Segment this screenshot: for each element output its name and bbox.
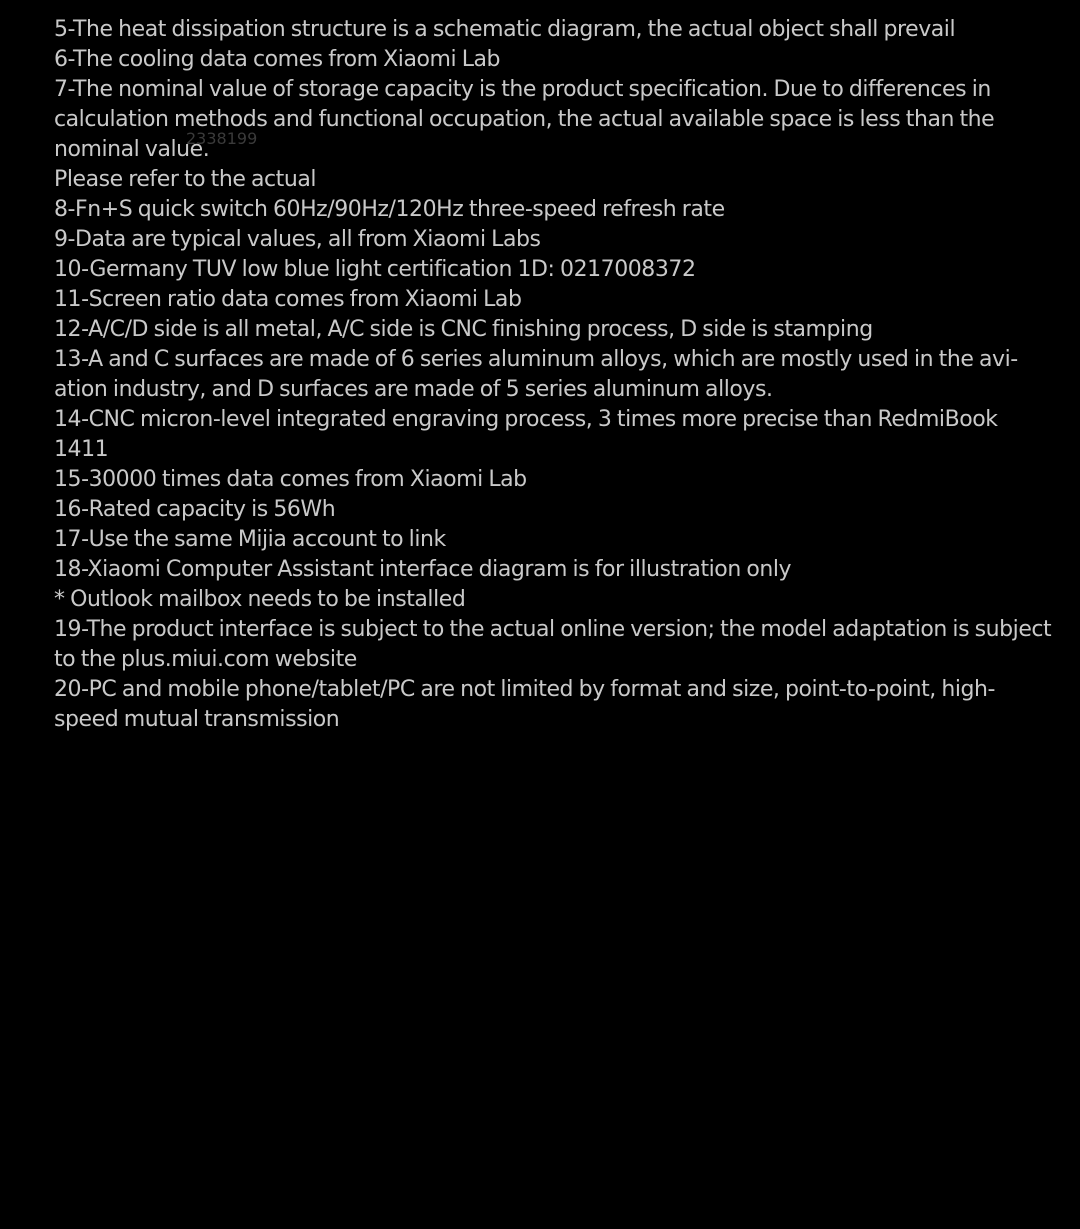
footnote-6: 6-The cooling data comes from Xiaomi Lab (54, 47, 501, 72)
footnote-20: 20-PC and mobile phone/tablet/PC are not limited by format and size, point-to-point, high-speed mutual transmission (54, 677, 996, 732)
footnote-12: 12-A/C/D side is all metal, A/C side is CNC finishing process, D side is stamping (54, 317, 873, 342)
footnote-17: 17-Use the same Mijia account to link (54, 527, 446, 552)
footnote-7-continued: Please refer to the actual (54, 167, 317, 192)
footnote-10: 10-Germany TUV low blue light certification 1D: 0217008372 (54, 257, 696, 282)
footnote-13: 13-A and C surfaces are made of 6 series aluminum alloys, which are mostly used in the avi-ation industry, and D surfaces are made of 5 series aluminum alloys. (54, 347, 1018, 402)
footnote-18-asterisk: * Outlook mailbox needs to be installed (54, 587, 466, 612)
footnote-19: 19-The product interface is subject to the actual online version; the model adaptation is subject to the plus.miui.com website (54, 617, 1052, 672)
footnotes-list (54, 15, 1054, 735)
footnote-5: 5-The heat dissipation structure is a schematic diagram, the actual object shall prevail (54, 17, 956, 42)
footnote-15: 15-30000 times data comes from Xiaomi Lab (54, 467, 527, 492)
footnote-8: 8-Fn+S quick switch 60Hz/90Hz/120Hz three-speed refresh rate (54, 197, 725, 222)
footnote-16: 16-Rated capacity is 56Wh (54, 497, 336, 522)
footnote-7: 7-The nominal value of storage capacity is the product specification. Due to differences in calculation methods and functional occupation, the actual available space is less than the nominal value. (54, 77, 995, 162)
footnote-11: 11-Screen ratio data comes from Xiaomi Lab (54, 287, 522, 312)
watermark: 2338199 (186, 129, 258, 148)
footnote-18: 18-Xiaomi Computer Assistant interface diagram is for illustration only (54, 557, 792, 582)
footnote-14: 14-CNC micron-level integrated engraving process, 3 times more precise than RedmiBook 1411 (54, 407, 998, 462)
footnote-9: 9-Data are typical values, all from Xiaomi Labs (54, 227, 541, 252)
